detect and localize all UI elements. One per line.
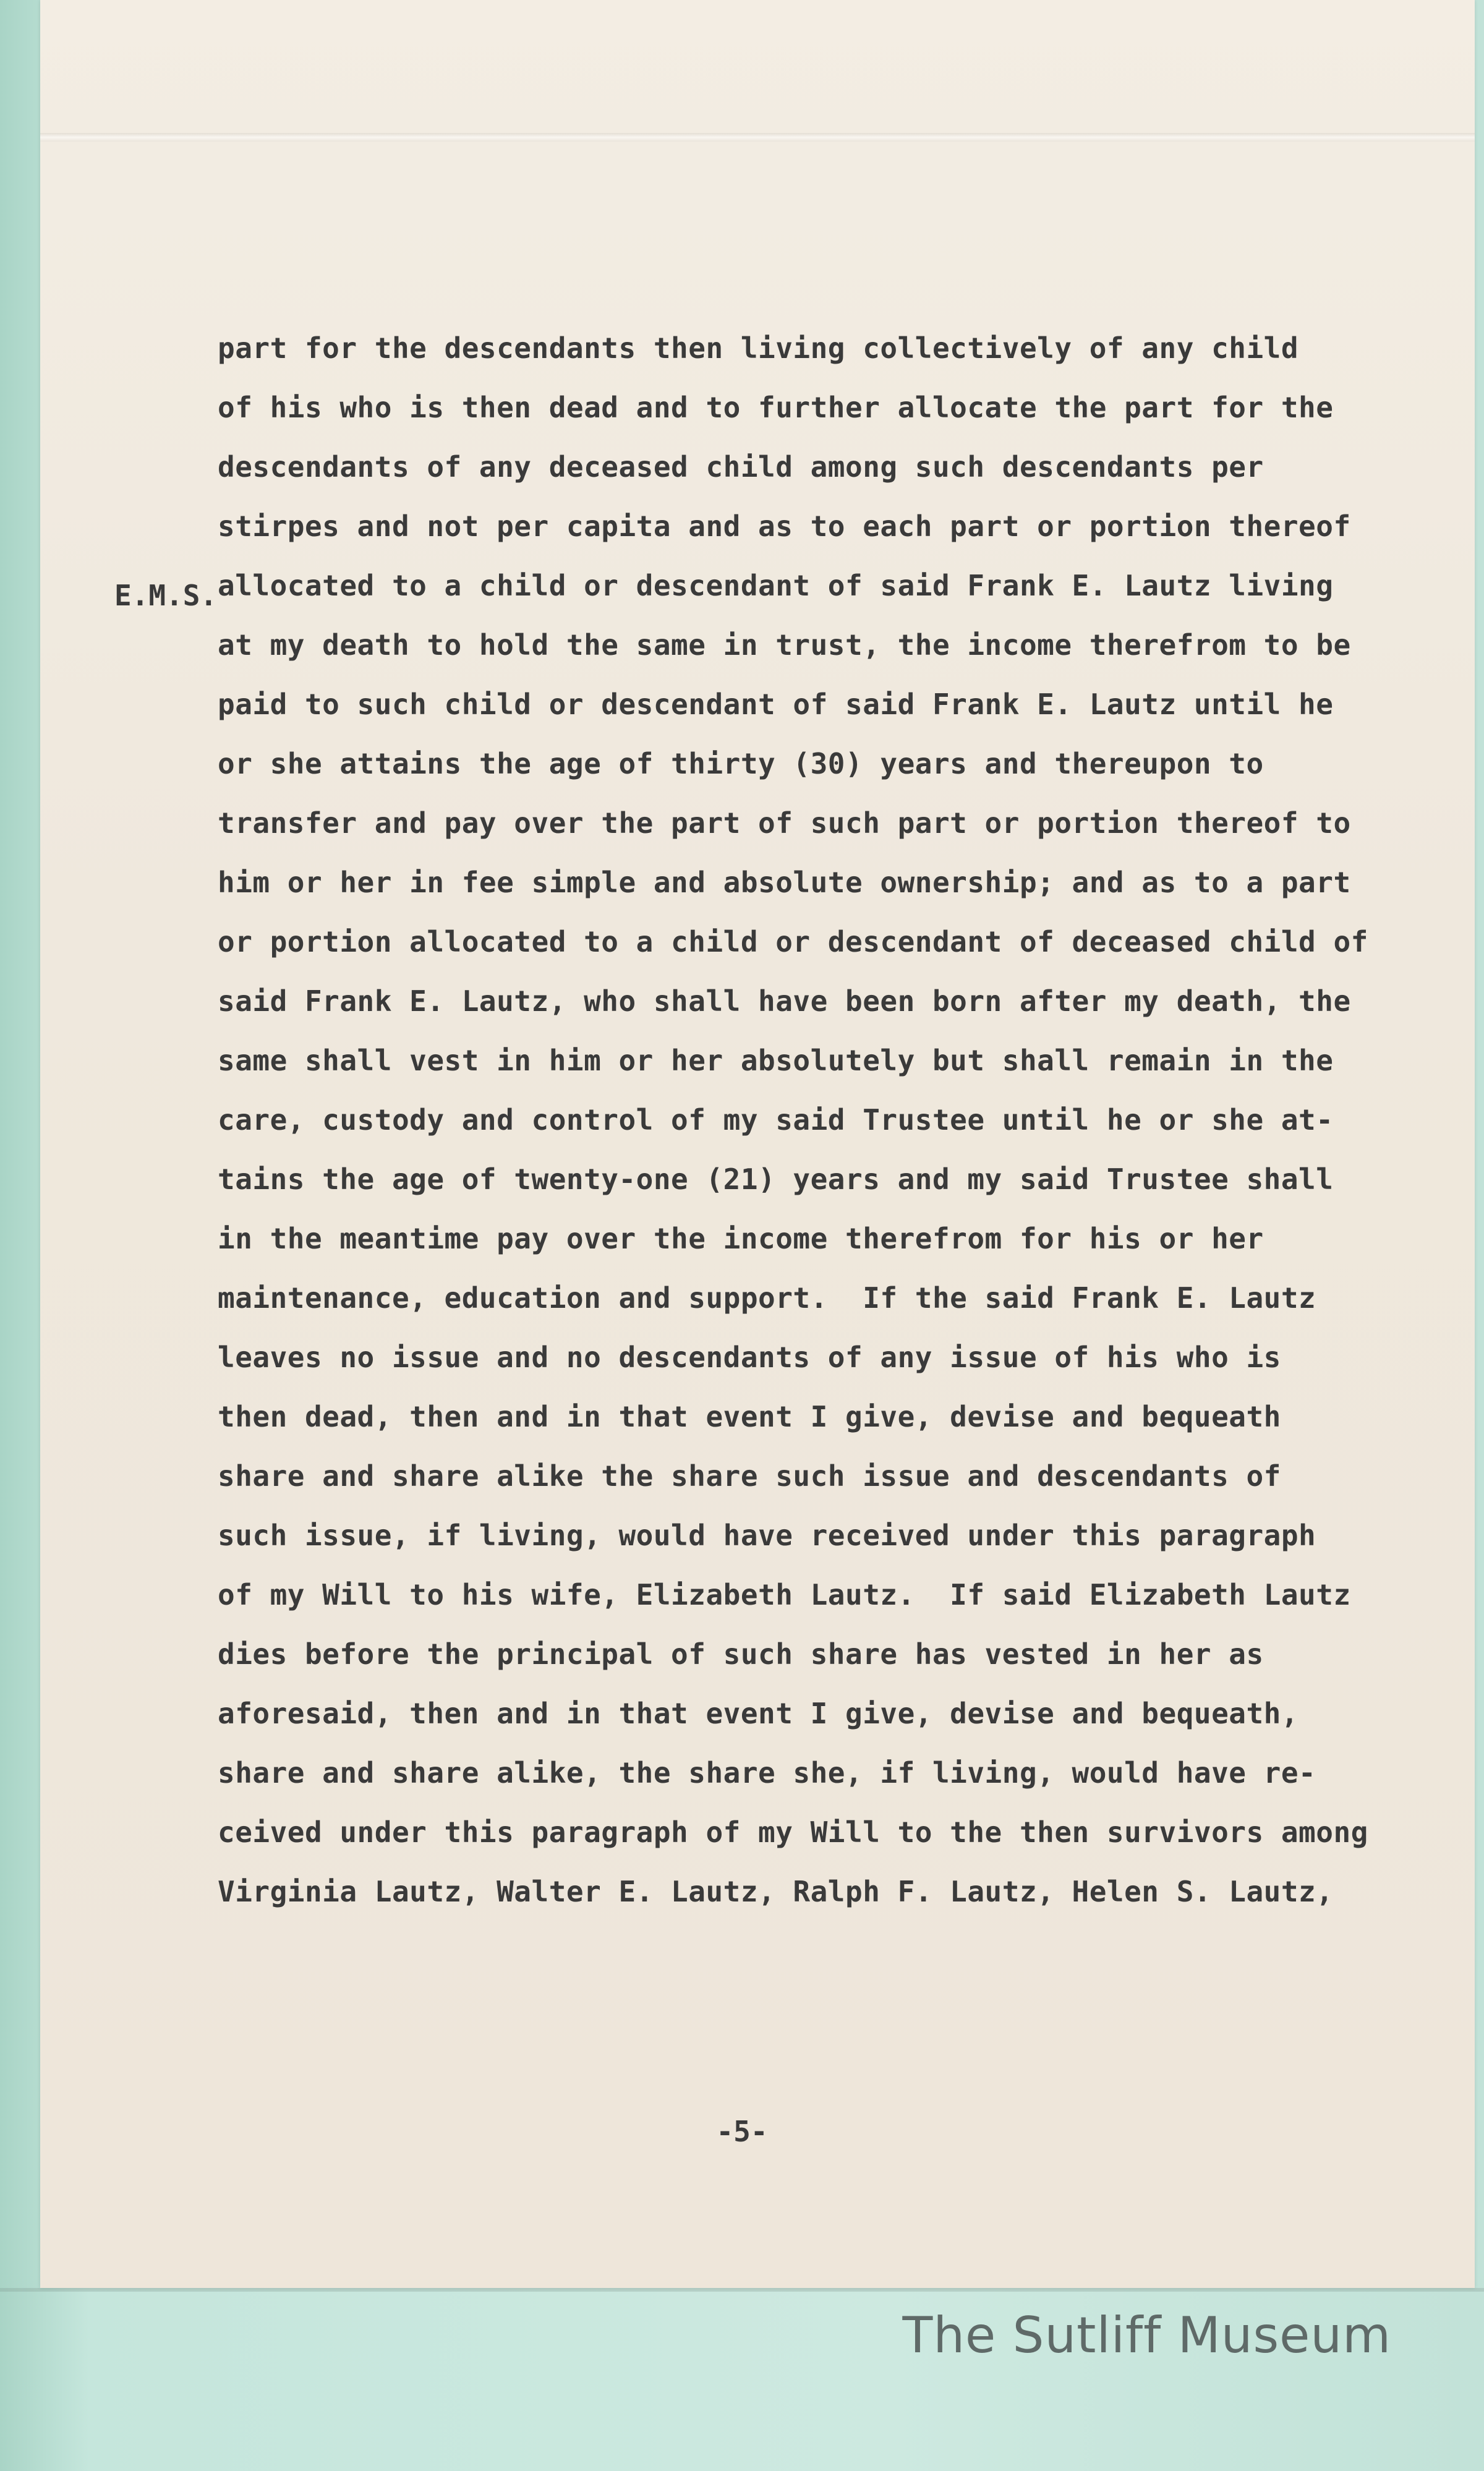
text-line: stirpes and not per capita and as to each part or portion thereof <box>218 510 1351 543</box>
document-body <box>218 328 1423 1931</box>
text-line: such issue, if living, would have received under this paragraph <box>218 1519 1316 1552</box>
text-line: share and share alike, the share she, if living, would have re- <box>218 1756 1316 1790</box>
page-bottom-edge <box>0 2288 1484 2292</box>
text-line: or portion allocated to a child or descendant of deceased child of <box>218 925 1368 958</box>
text-line: part for the descendants then living collectively of any child <box>218 331 1299 365</box>
text-line: at my death to hold the same in trust, the income therefrom to be <box>218 628 1351 662</box>
text-line: of his who is then dead and to further allocate the part for the <box>218 391 1334 424</box>
text-line: maintenance, education and support. If the said Frank E. Lautz <box>218 1281 1316 1315</box>
text-line: then dead, then and in that event I give, devise and bequeath <box>218 1400 1281 1433</box>
text-line: ceived under this paragraph of my Will to the then survivors among <box>218 1816 1368 1849</box>
margin-initials: E.M.S. <box>114 579 218 612</box>
text-line: in the meantime pay over the income therefrom for his or her <box>218 1222 1264 1255</box>
text-line: Virginia Lautz, Walter E. Lautz, Ralph F. Lautz, Helen S. Lautz, <box>218 1875 1334 1908</box>
text-line: leaves no issue and no descendants of any issue of his who is <box>218 1341 1281 1374</box>
text-line: or she attains the age of thirty (30) years and thereupon to <box>218 747 1264 780</box>
text-line: same shall vest in him or her absolutely but shall remain in the <box>218 1044 1334 1077</box>
text-line: share and share alike the share such issue and descendants of <box>218 1459 1281 1493</box>
museum-watermark: The Sutliff Museum <box>902 2307 1391 2364</box>
text-line: of my Will to his wife, Elizabeth Lautz. If said Elizabeth Lautz <box>218 1578 1351 1611</box>
text-line: aforesaid, then and in that event I give, devise and bequeath, <box>218 1697 1299 1730</box>
text-line: said Frank E. Lautz, who shall have been born after my death, the <box>218 984 1351 1018</box>
text-line: care, custody and control of my said Trustee until he or she at- <box>218 1103 1334 1137</box>
text-line: tains the age of twenty-one (21) years and my said Trustee shall <box>218 1163 1334 1196</box>
page-number: -5- <box>716 2115 768 2148</box>
text-line: descendants of any deceased child among such descendants per <box>218 450 1264 484</box>
text-line: dies before the principal of such share has vested in her as <box>218 1637 1264 1671</box>
text-line: him or her in fee simple and absolute ownership; and as to a part <box>218 866 1351 899</box>
text-line: paid to such child or descendant of said Frank E. Lautz until he <box>218 688 1334 721</box>
text-line: allocated to a child or descendant of said Frank E. Lautz living <box>218 569 1334 602</box>
text-line: transfer and pay over the part of such part or portion thereof to <box>218 806 1351 840</box>
page-fold-crease <box>40 133 1475 142</box>
